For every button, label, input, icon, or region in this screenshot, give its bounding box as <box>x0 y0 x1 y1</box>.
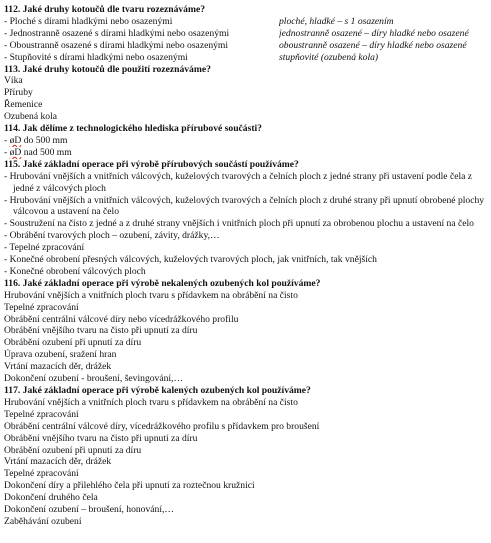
list-item: Zaběhávání ozubení <box>4 515 82 527</box>
item-text: do 500 mm <box>21 134 68 146</box>
list-item: Víka <box>4 75 23 87</box>
list-item: - Tepelné zpracování <box>4 242 85 254</box>
list-item: Hrubování vnějších a vnitřních ploch tvaru s přídavkem na obrábění na čisto <box>4 396 298 408</box>
q112-row <box>4 16 487 28</box>
list-item: Řemenice <box>4 99 43 111</box>
list-item <box>4 135 487 147</box>
question-113-title: 113. Jaké druhy kotoučů dle použití rozeznáváme? <box>4 63 211 75</box>
diameter-symbol: øD <box>9 146 22 158</box>
list-item: Obrábění ozubení při upnutí za díru <box>4 337 142 349</box>
q112-row-left: - Ploché s dírami hladkými nebo osazenými <box>4 15 173 27</box>
list-item: Tepelné zpracování <box>4 301 79 313</box>
item-prefix: - <box>4 134 10 146</box>
diameter-symbol: øD <box>9 134 22 146</box>
list-item: Příruby <box>4 87 33 99</box>
q112-row-right: jednostranně osazené – díry hladké nebo osazené <box>279 27 469 39</box>
question-115-title: 115. Jaké základní operace při výrobě přírubových součástí používáme? <box>4 158 299 170</box>
list-item: Obrábění ozubení při upnutí za díru <box>4 444 142 456</box>
list-item: - Konečné obrobení přesných válcových, kuželových tvarových ploch, jak vnitřních, tak vnějších <box>4 254 377 266</box>
list-item: Obrábění centrální válcové díry, vícedrážkového profilu s přídavkem pro broušení <box>4 420 320 432</box>
item-prefix: - <box>4 146 10 158</box>
q112-row-right: stupňovité (ozubená kola) <box>279 51 379 63</box>
q112-row <box>4 52 487 64</box>
list-item: Dokončení druhého čela <box>4 492 98 504</box>
list-item: Ozubená kola <box>4 111 58 123</box>
question-116-title: 116. Jaké základní operace při výrobě nekalených ozubených kol používáme? <box>4 277 321 289</box>
q112-row-right: ploché, hladké – s 1 osazením <box>279 15 394 27</box>
list-item: Dokončení ozubení - broušení, ševingování,… <box>4 373 184 385</box>
list-item: - Konečné obrobení válcových ploch <box>4 265 146 277</box>
list-item: Vrtání mazacích děr, drážek <box>4 456 112 468</box>
list-item: - Hrubování vnějších a vnitřních válcových, kuželových tvarových a čelních ploch z jedné strany při ustavení podle čela z jedné z válcových ploch <box>4 170 473 194</box>
q112-row-left: - Jednostranně osazené s dírami hladkými nebo osazenými <box>4 27 230 39</box>
question-112-title: 112. Jaké druhy kotoučů dle tvaru rozeznáváme? <box>4 4 206 15</box>
item-text: nad 500 mm <box>21 146 72 158</box>
list-item: Tepelné zpracování <box>4 468 79 480</box>
q112-row <box>4 28 487 40</box>
question-117-title: 117. Jaké základní operace při výrobě kalených ozubených kol používáme? <box>4 385 311 396</box>
list-item: - Obrábění tvarových ploch – ozubení, závity, drážky,… <box>4 230 220 242</box>
q112-row-left: - Stupňovité s dírami hladkými nebo osazenými <box>4 51 188 63</box>
list-item: - Soustružení na čisto z jedné a z druhé strany vnějších i vnitřních ploch při upnutí za obrobenou plochu a ustavení na čelo <box>4 218 474 230</box>
list-item: Úprava ozubení, sražení hran <box>4 349 117 361</box>
list-item: Obrábění centrální válcové díry nebo vícedrážkového profilu <box>4 313 239 325</box>
list-item: Hrubování vnějších a vnitřních ploch tvaru s přídavkem na obrábění na čisto <box>4 289 298 301</box>
q112-row-right: oboustranně osazené – díry hladké nebo osazené <box>279 39 467 51</box>
list-item: Vrtání mazacích děr, drážek <box>4 361 112 373</box>
q112-row-left: - Oboustranně osazené s dírami hladkými nebo osazenými <box>4 39 229 51</box>
list-item <box>4 147 487 159</box>
list-item: Obrábění vnějšího tvaru na čisto při upnutí za díru <box>4 325 198 337</box>
question-114-title: 114. Jak dělíme z technologického hlediska přírubové součásti? <box>4 123 262 135</box>
list-item: Obrábění vnějšího tvaru na čisto při upnutí za díru <box>4 432 198 444</box>
list-item: Dokončení ozubení – broušení, honování,… <box>4 504 174 516</box>
list-item: - Hrubování vnějších a vnitřních válcových, kuželových tvarových a čelních ploch z druhé strany při upnutí obrobené plochy válcovou a ustavení na čelo <box>4 194 485 218</box>
list-item: Tepelné zpracování <box>4 408 79 420</box>
q112-row <box>4 40 487 52</box>
list-item: Dokončení díry a přilehlého čela při upnutí za roztečnou kružnici <box>4 480 255 492</box>
